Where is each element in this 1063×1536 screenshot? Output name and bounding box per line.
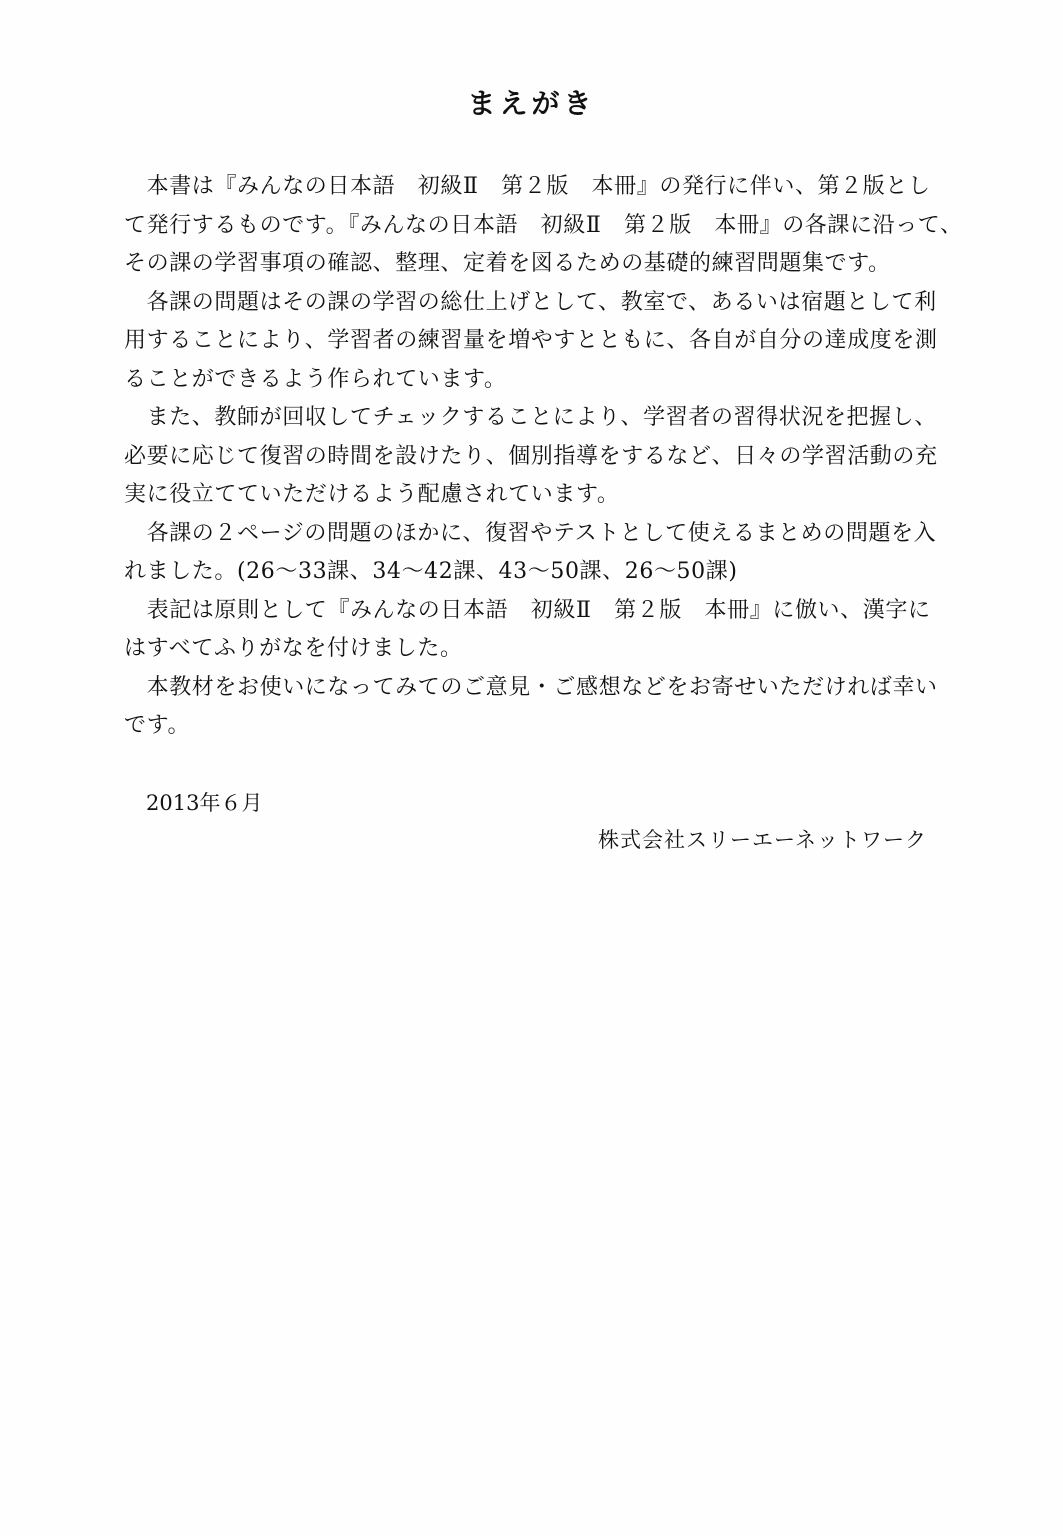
- body-line: はすべてふりがなを付けました。: [124, 636, 463, 661]
- body-line: その課の学習事項の確認、整理、定着を図るための基礎的練習問題集です。: [124, 251, 891, 276]
- body-line: 表記は原則として『みんなの日本語 初級Ⅱ 第２版 本冊』に倣い、漢字に: [124, 597, 931, 623]
- publication-date: 2013年６月: [146, 791, 263, 815]
- body-line: 用することにより、学習者の練習量を増やすとともに、各自が自分の達成度を測: [124, 328, 938, 353]
- body-line: 各課の２ページの問題のほかに、復習やテストとして使えるまとめの問題を入: [124, 520, 937, 546]
- publisher-name: 株式会社スリーエーネットワーク: [598, 828, 927, 852]
- page-title: まえがき: [467, 87, 596, 120]
- body-line: です。: [124, 713, 191, 738]
- body-line: ることができるよう作られています。: [124, 366, 507, 392]
- body-line: て発行するものです。『みんなの日本語 初級Ⅱ 第２版 本冊』の各課に沿って、: [124, 212, 963, 238]
- body-line: 各課の問題はその課の学習の総仕上げとして、教室で、あるいは宿題として利: [124, 289, 937, 315]
- preface-body: [124, 168, 964, 746]
- body-line: 本書は『みんなの日本語 初級Ⅱ 第２版 本冊』の発行に伴い、第２版とし: [124, 174, 931, 199]
- body-line: また、教師が回収してチェックすることにより、学習者の習得状況を把握し、: [124, 405, 937, 430]
- body-line: 本教材をお使いになってみてのご意見・ご感想などをお寄せいただければ幸い: [124, 674, 938, 700]
- body-line: 実に役立てていただけるよう配慮されています。: [124, 482, 620, 507]
- body-line: れました。(26〜33課、34〜42課、43〜50課、26〜50課): [124, 559, 738, 584]
- body-line: 必要に応じて復習の時間を設けたり、個別指導をするなど、日々の学習活動の充: [124, 443, 938, 469]
